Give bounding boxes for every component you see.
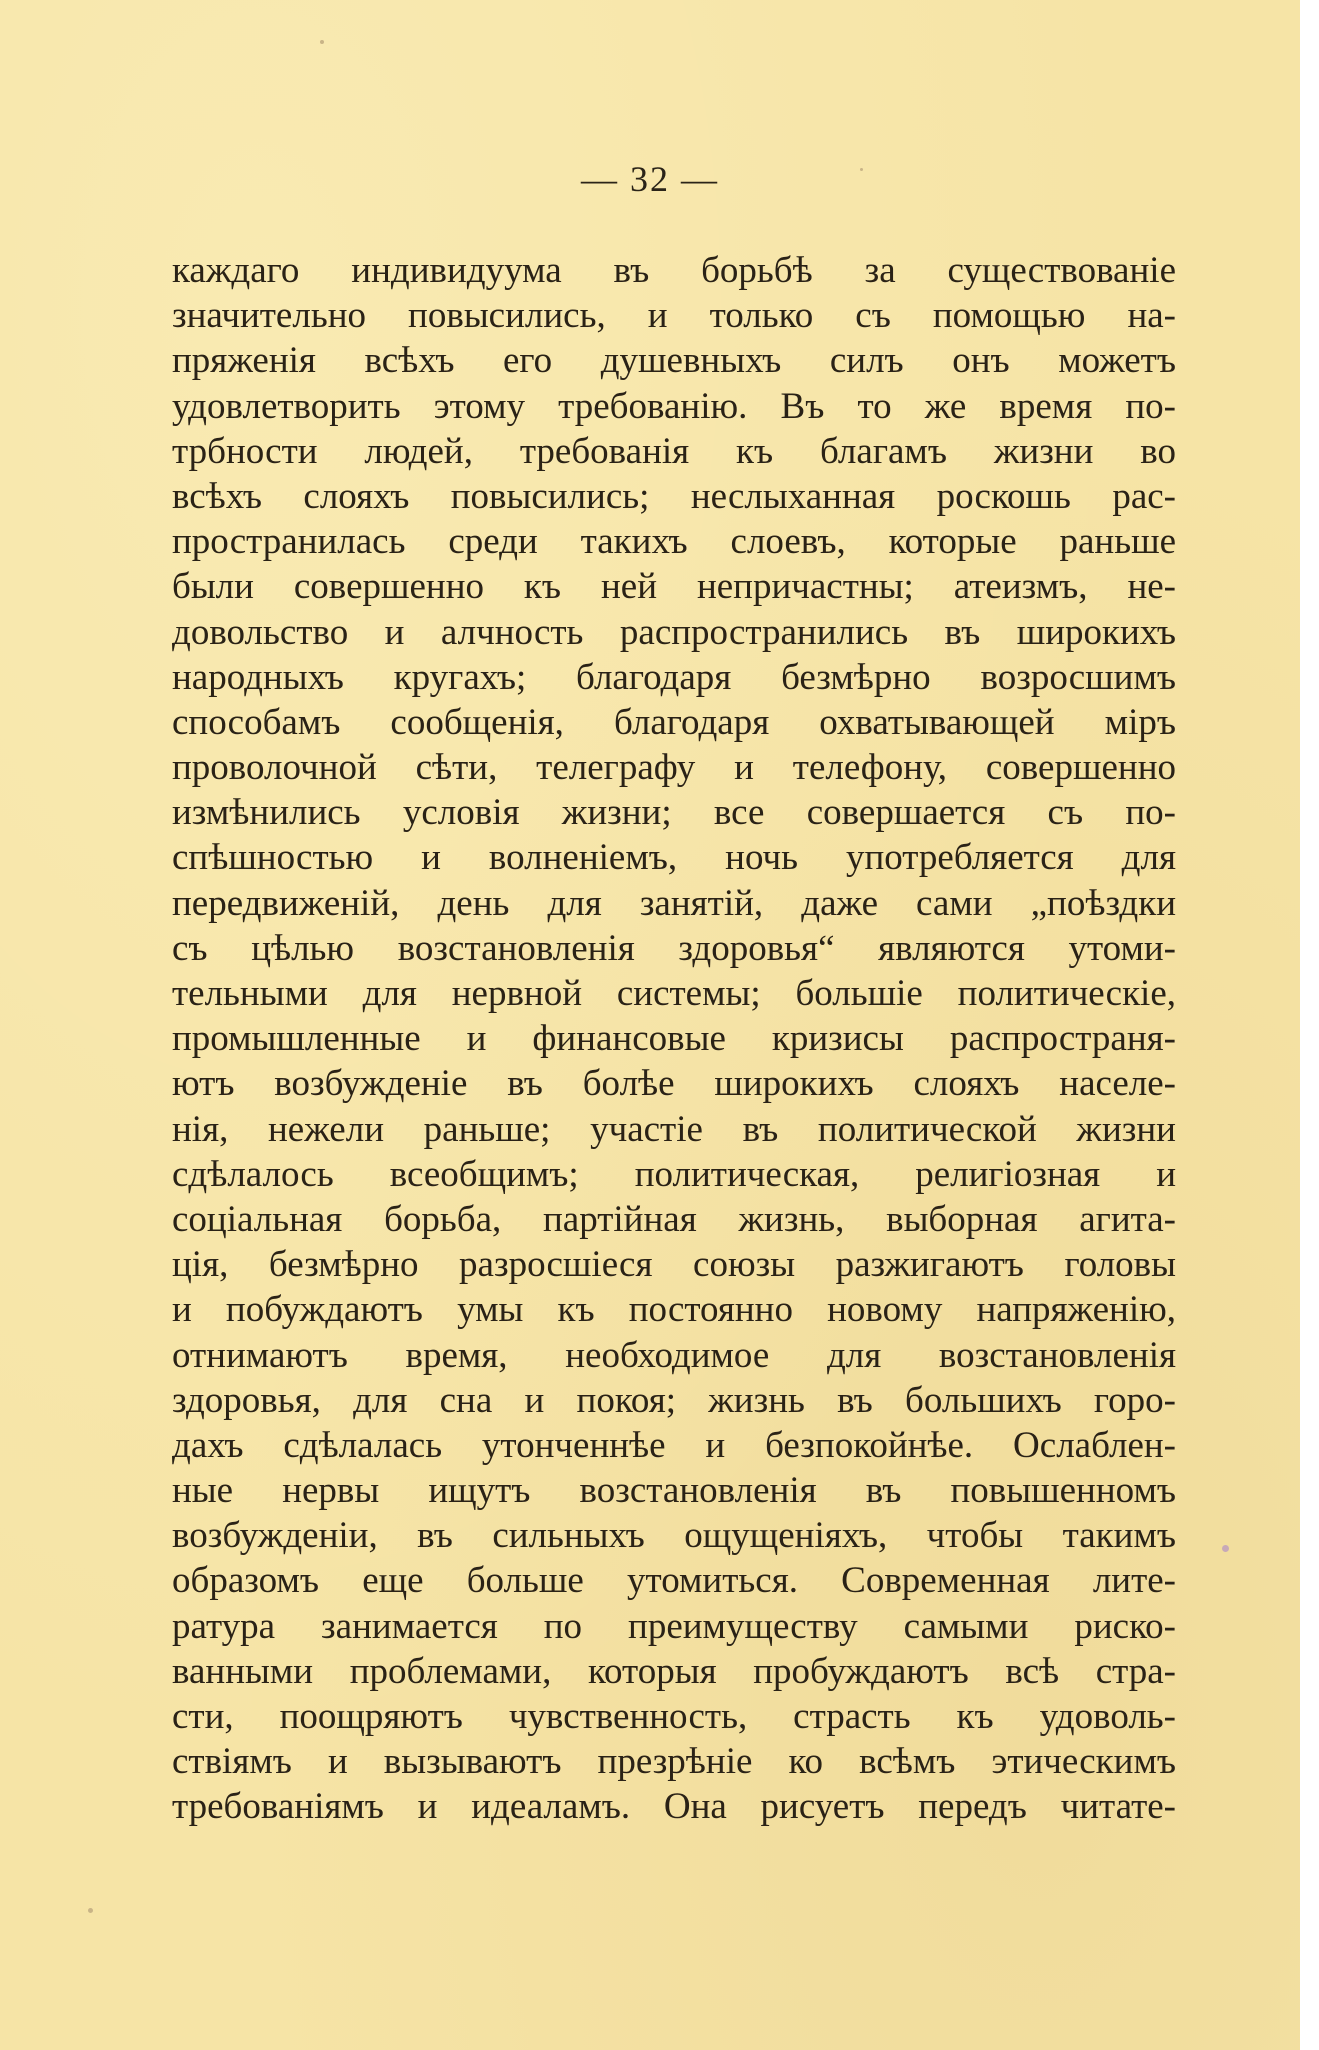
text-line: пространилась среди такихъ слоевъ, которые раньше: [172, 521, 1176, 563]
text-line: возбужденіи, въ сильныхъ ощущеніяхъ, чтобы такимъ: [172, 1515, 1176, 1557]
text-line: образомъ еще больше утомиться. Современная лите-: [172, 1560, 1176, 1602]
text-line: способамъ сообщенія, благодаря охватывающей міръ: [172, 701, 1176, 743]
text-line: дахъ сдѣлалась утонченнѣе и безпокойнѣе. Ослаблен-: [172, 1424, 1176, 1466]
text-line: спѣшностью и волненіемъ, ночь употребляется для: [172, 837, 1176, 879]
text-line: ція, безмѣрно разросшіеся союзы разжигаютъ головы: [172, 1244, 1176, 1286]
text-line: нія, нежели раньше; участіе въ политической жизни: [172, 1108, 1176, 1150]
text-line: ратура занимается по преимуществу самыми риско-: [172, 1605, 1176, 1647]
page-number: — 32 —: [581, 159, 719, 199]
paper-speck: [320, 40, 324, 44]
text-line: довольство и алчность распространились въ широкихъ: [172, 611, 1176, 653]
text-line: измѣнились условія жизни; все совершается съ по-: [172, 792, 1176, 834]
text-line: ванными проблемами, которыя пробуждаютъ всѣ стра-: [172, 1650, 1176, 1692]
text-line: удовлетворить этому требованію. Въ то же время по-: [172, 385, 1176, 427]
body-text: [172, 248, 1176, 1830]
text-line: были совершенно къ ней непричастны; атеизмъ, не-: [172, 566, 1176, 608]
text-line: соціальная борьба, партійная жизнь, выборная агита-: [172, 1198, 1176, 1240]
paper-speck: [88, 1908, 93, 1913]
text-line: проволочной сѣти, телеграфу и телефону, совершенно: [172, 747, 1176, 789]
text-line: съ цѣлью возстановленія здоровья“ являются утоми-: [172, 927, 1176, 969]
text-line: сти, поощряютъ чувственность, страсть къ удоволь-: [172, 1696, 1176, 1737]
text-line: отнимаютъ время, необходимое для возстановленія: [172, 1334, 1176, 1376]
paper-speck: [860, 168, 863, 171]
text-line: здоровья, для сна и покоя; жизнь въ большихъ горо-: [172, 1379, 1176, 1421]
text-line: промышленные и финансовые кризисы распространя-: [172, 1018, 1176, 1060]
text-line: тельными для нервной системы; большіе политическіе,: [172, 973, 1176, 1014]
paper-speck: [1222, 1545, 1229, 1552]
text-line: значительно повысились, и только съ помощью на-: [172, 295, 1176, 337]
text-line: ствіямъ и вызываютъ презрѣніе ко всѣмъ этическимъ: [172, 1741, 1176, 1783]
text-line: трбности людей, требованія къ благамъ жизни во: [172, 430, 1176, 472]
text-line: передвиженій, день для занятій, даже сами „поѣздки: [172, 882, 1176, 924]
text-line: всѣхъ слояхъ повысились; неслыханная роскошь рас-: [172, 475, 1176, 517]
text-line: сдѣлалось всеобщимъ; политическая, религіозная и: [172, 1153, 1176, 1195]
text-line: ютъ возбужденіе въ болѣе широкихъ слояхъ населе-: [172, 1063, 1176, 1105]
text-line: пряженія всѣхъ его душевныхъ силъ онъ можетъ: [172, 340, 1176, 382]
text-line: и побуждаютъ умы къ постоянно новому напряженію,: [172, 1289, 1176, 1331]
text-line: каждаго индивидуума въ борьбѣ за существованіе: [172, 250, 1176, 291]
text-line: народныхъ кругахъ; благодаря безмѣрно возросшимъ: [172, 656, 1176, 698]
text-line: ные нервы ищутъ возстановленія въ повышенномъ: [172, 1470, 1176, 1512]
text-line: требованіямъ и идеаламъ. Она рисуетъ передъ читате-: [172, 1786, 1176, 1828]
